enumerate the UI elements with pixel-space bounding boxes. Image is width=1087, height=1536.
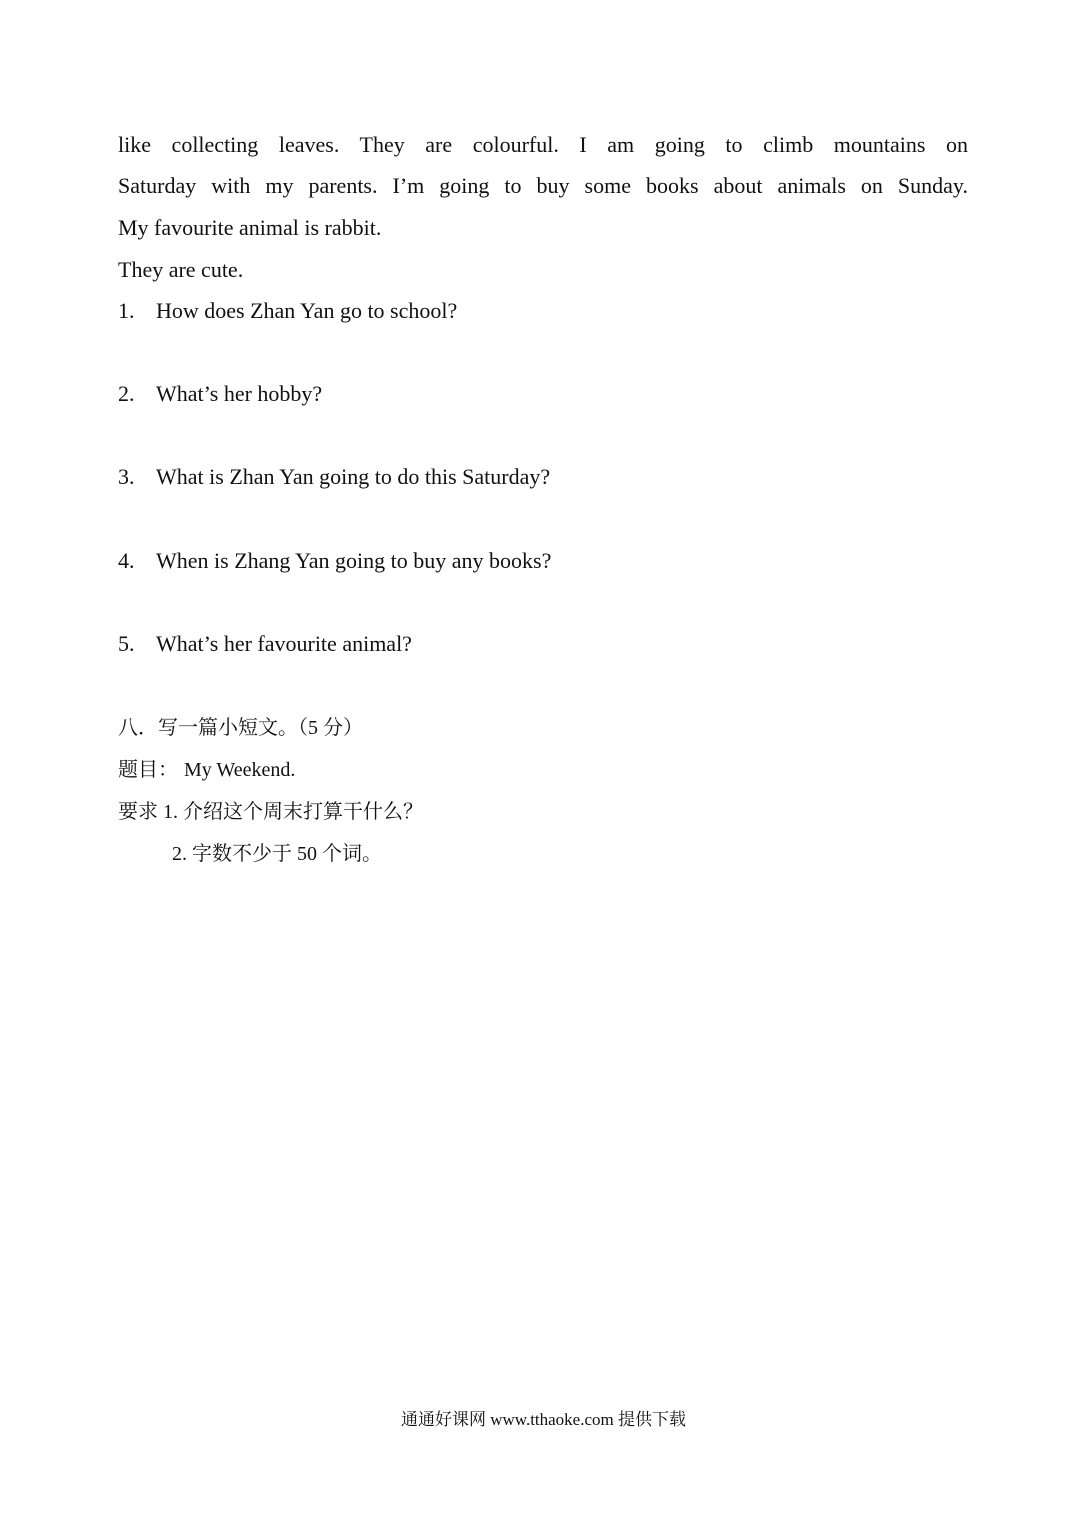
writing-heading: 八．写一篇小短文。（5 分） <box>118 717 363 739</box>
question-4 <box>118 547 551 575</box>
question-number: 1. <box>118 298 135 323</box>
question-number: 2. <box>118 381 135 406</box>
question-text: What is Zhan Yan going to do this Saturday? <box>156 464 551 489</box>
question-1 <box>118 297 457 325</box>
writing-topic <box>118 756 295 784</box>
passage-line-2: Saturday with my parents. I’m going to buy some books about animals on Sunday. <box>118 173 968 198</box>
writing-requirement-2: 2. 字数不少于 50 个词。 <box>172 843 382 865</box>
passage-line-3: My favourite animal is rabbit. <box>118 215 382 240</box>
question-text: What’s her favourite animal? <box>156 631 412 656</box>
question-text: When is Zhang Yan going to buy any books? <box>156 548 552 573</box>
topic-label: 题目： <box>118 759 178 781</box>
question-5 <box>118 630 412 658</box>
question-2 <box>118 380 322 408</box>
passage-line-4: They are cute. <box>118 257 244 282</box>
question-3 <box>118 463 550 491</box>
question-number: 5. <box>118 631 135 656</box>
question-text: How does Zhan Yan go to school? <box>156 298 458 323</box>
question-text: What’s her hobby? <box>156 381 323 406</box>
question-number: 3. <box>118 464 135 489</box>
question-number: 4. <box>118 548 135 573</box>
page-footer: 通通好课网 www.tthaoke.com 提供下载 <box>400 1410 687 1429</box>
topic-value: My Weekend. <box>184 759 296 781</box>
passage-line-1: like collecting leaves. They are colourful. I am going to climb mountains on <box>118 132 968 157</box>
writing-requirement-1: 要求 1. 介绍这个周末打算干什么？ <box>118 801 423 823</box>
